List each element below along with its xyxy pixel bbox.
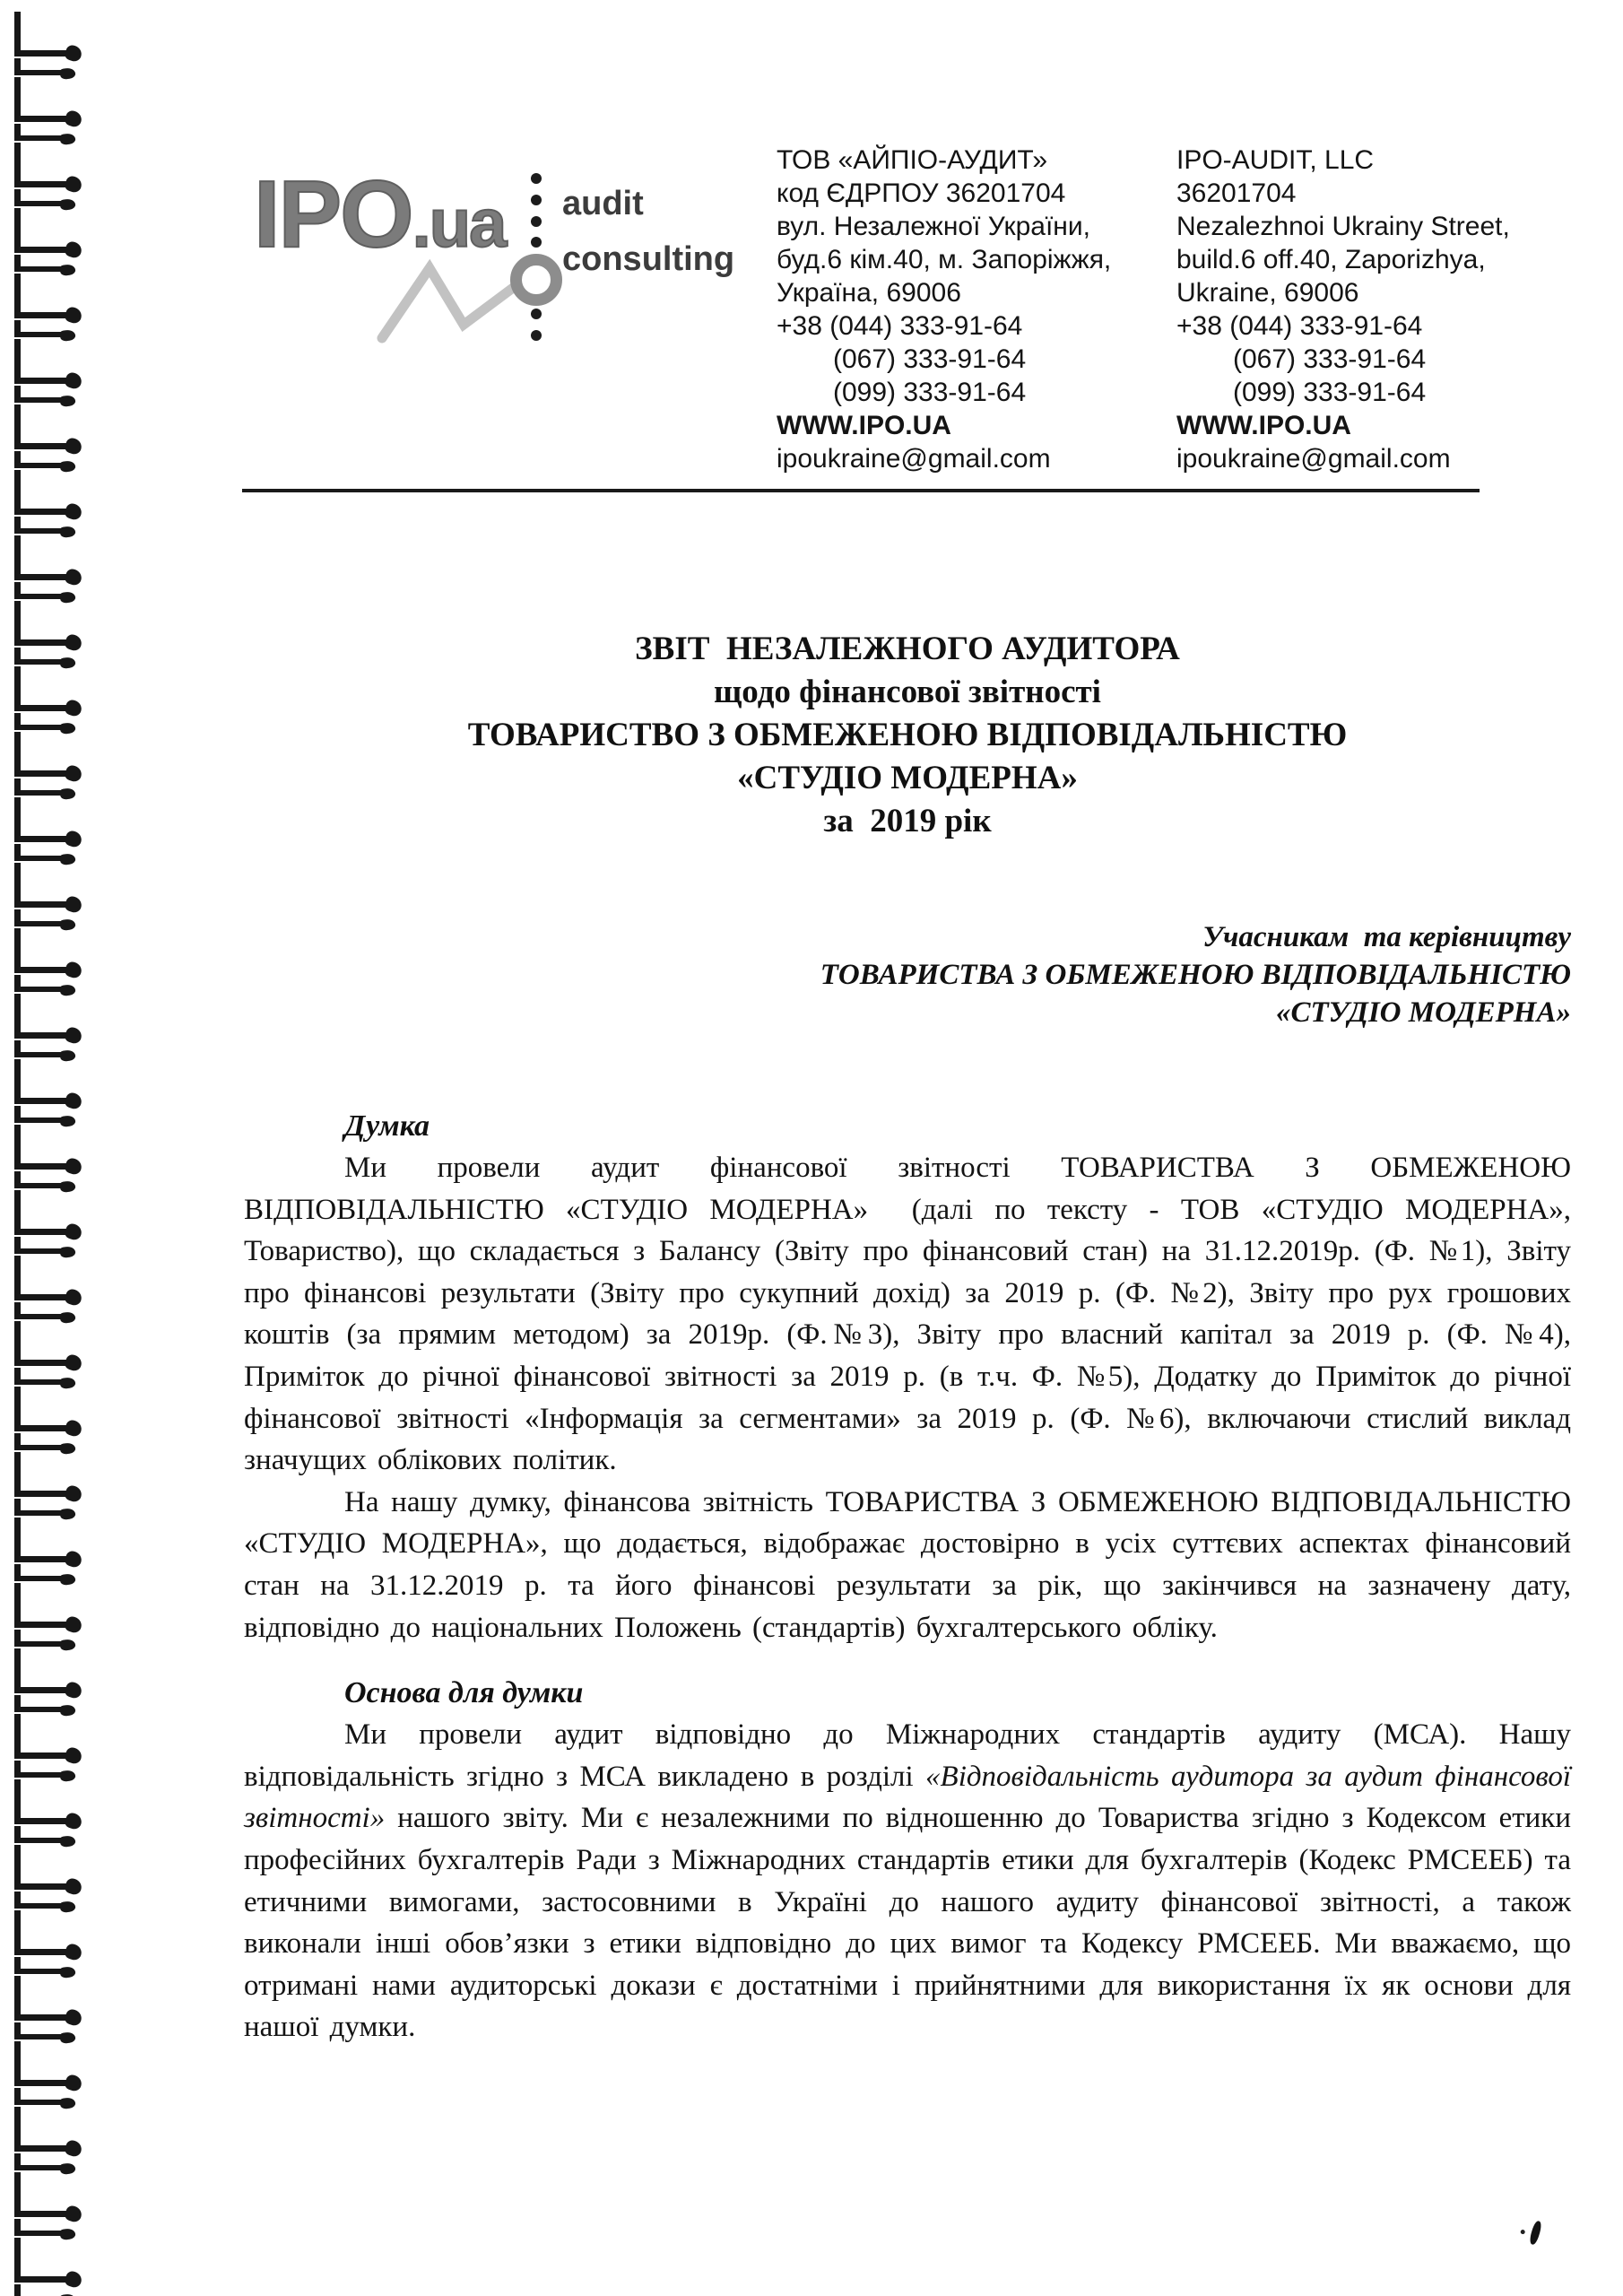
logo-brand-text: IPO [254,161,412,267]
company-name-en: IPO-AUDIT, LLC [1176,145,1375,175]
phone-line: (067) 333-91-64 [833,344,1027,374]
contact-block-ukrainian [777,144,1111,475]
recipient-line: Учасникам та керівництву [1202,921,1571,953]
title-line: щодо фінансової звітності [714,674,1101,710]
address-line-en: Ukraine, 69006 [1176,278,1359,308]
phone-line: +38 (044) 333-91-64 [777,311,1023,341]
recipient-block [244,918,1571,1031]
company-name-uk: ТОВ «АЙПІО-АУДИТ» [777,145,1048,175]
spiral-binding [0,11,100,2296]
address-line-en: build.6 off.40, Zaporizhya, [1176,245,1486,274]
basis-text-after: нашого звіту. Ми є незалежними по відношенню до Товариства згідно з Кодексом етики професійних бухгалтерів Ради з Міжнародних стандартів етики для бухгалтерів (Кодекс РМСЕЕБ) та етичними вимогами, застосовними в Україні до нашого аудиту фінансової звітності, а також виконали інші обов’язки з етики відповідно до цих вимог та Кодексу РМСЕЕБ. Ми вважаємо, що отримані нами аудиторські докази є достатніми і прийнятними для використання їх як основи для нашої думки. [244,1802,1571,2044]
logo-dot-icon [531,309,542,319]
address-line-en: Nezalezhnoi Ukrainy Street, [1176,212,1510,241]
title-line: ТОВАРИСТВО З ОБМЕЖЕНОЮ ВІДПОВІДАЛЬНІСТЮ [467,717,1348,753]
title-line: ЗВІТ НЕЗАЛЕЖНОГО АУДИТОРА [635,631,1180,667]
email-text: ipoukraine@gmail.com [1176,444,1451,474]
tagline-audit: audit [562,185,644,222]
phone-line: (067) 333-91-64 [1233,344,1427,374]
company-code-uk: код ЄДРПОУ 36201704 [777,178,1066,208]
tagline-consulting: consulting [562,240,735,278]
logo-dot-icon [531,195,542,205]
logo-dot-icon [531,173,542,184]
basis-text-before: Ми провели аудит відповідно до Міжнародних стандартів аудиту (МСА). Нашу відповідальність згідно з МСА викладено в розділі [244,1718,1571,1793]
logo-dot-icon [531,237,542,248]
title-line: за 2019 рік [823,803,992,839]
letterhead-divider [242,489,1480,492]
opinion-section-heading: Думка [344,1109,430,1143]
address-line-uk: вул. Незалежної України, [777,212,1090,241]
phone-line: (099) 333-91-64 [833,378,1027,407]
website-text: WWW.IPO.UA [777,411,951,440]
website-text: WWW.IPO.UA [1176,411,1351,440]
recipient-line: «СТУДІО МОДЕРНА» [1275,996,1571,1029]
logo-dot-icon [531,330,542,341]
logo-brand-suffix: .ua [412,186,506,262]
ink-speck [1528,2220,1542,2245]
document-body [244,628,1571,2048]
contact-block-english [1176,144,1510,475]
opinion-paragraph-1: Ми провели аудит фінансової звітності ТОВАРИСТВА З ОБМЕЖЕНОЮ ВІДПОВІДАЛЬНІСТЮ «СТУДІО МОДЕРНА» (далі по тексту - ТОВ «СТУДІО МОДЕРНА», Товариство), що складається з Балансу (Звіту про фінансовий стан) на 31.12.2019р. (Ф. №1), Звіту про фінансові результати (Звіту про сукупний дохід) за 2019 р. (Ф. №2), Звіту про рух грошових коштів (за прямим методом) за 2019р. (Ф.№3), Звіту про власний капітал за 2019 р. (Ф. №4), Приміток до річної фінансової звітності за 2019 р. (в т.ч. Ф. №5), Додатку до Приміток до річної фінансової звітності «Інформація за сегментами» за 2019 р. (Ф. №6), включаючи стислий виклад значущих облікових політик. [244,1152,1571,1477]
basis-section-heading: Основа для думки [344,1676,584,1710]
phone-line: (099) 333-91-64 [1233,378,1427,407]
basis-text-italic-reference: «Відповідальність аудитора за аудит фінансової звітності» [244,1760,1571,1835]
address-line-uk: Україна, 69006 [777,278,961,308]
recipient-line: ТОВАРИСТВА З ОБМЕЖЕНОЮ ВІДПОВІДАЛЬНІСТЮ [820,959,1571,991]
logo-ring-icon [510,254,562,306]
company-code-en: 36201704 [1176,178,1297,208]
email-text: ipoukraine@gmail.com [777,444,1051,474]
opinion-paragraph-2: На нашу думку, фінансова звітність ТОВАРИСТВА З ОБМЕЖЕНОЮ ВІДПОВІДАЛЬНІСТЮ «СТУДІО МОДЕРНА», що додається, відображає достовірно в усіх суттєвих аспектах фінансовий стан на 31.12.2019 р. та його фінансові результати за рік, що закінчився на зазначену дату, відповідно до національних Положень (стандартів) бухгалтерського обліку. [244,1485,1571,1644]
report-title [244,628,1571,843]
address-line-uk: буд.6 кім.40, м. Запоріжжя, [777,245,1112,274]
logo-tagline [562,176,734,287]
phone-line: +38 (044) 333-91-64 [1176,311,1423,341]
logo-dot-icon [531,216,542,227]
ipo-ua-logo [254,161,506,267]
title-line: «СТУДІО МОДЕРНА» [737,760,1078,796]
basis-paragraph-1 [244,1714,1571,2048]
